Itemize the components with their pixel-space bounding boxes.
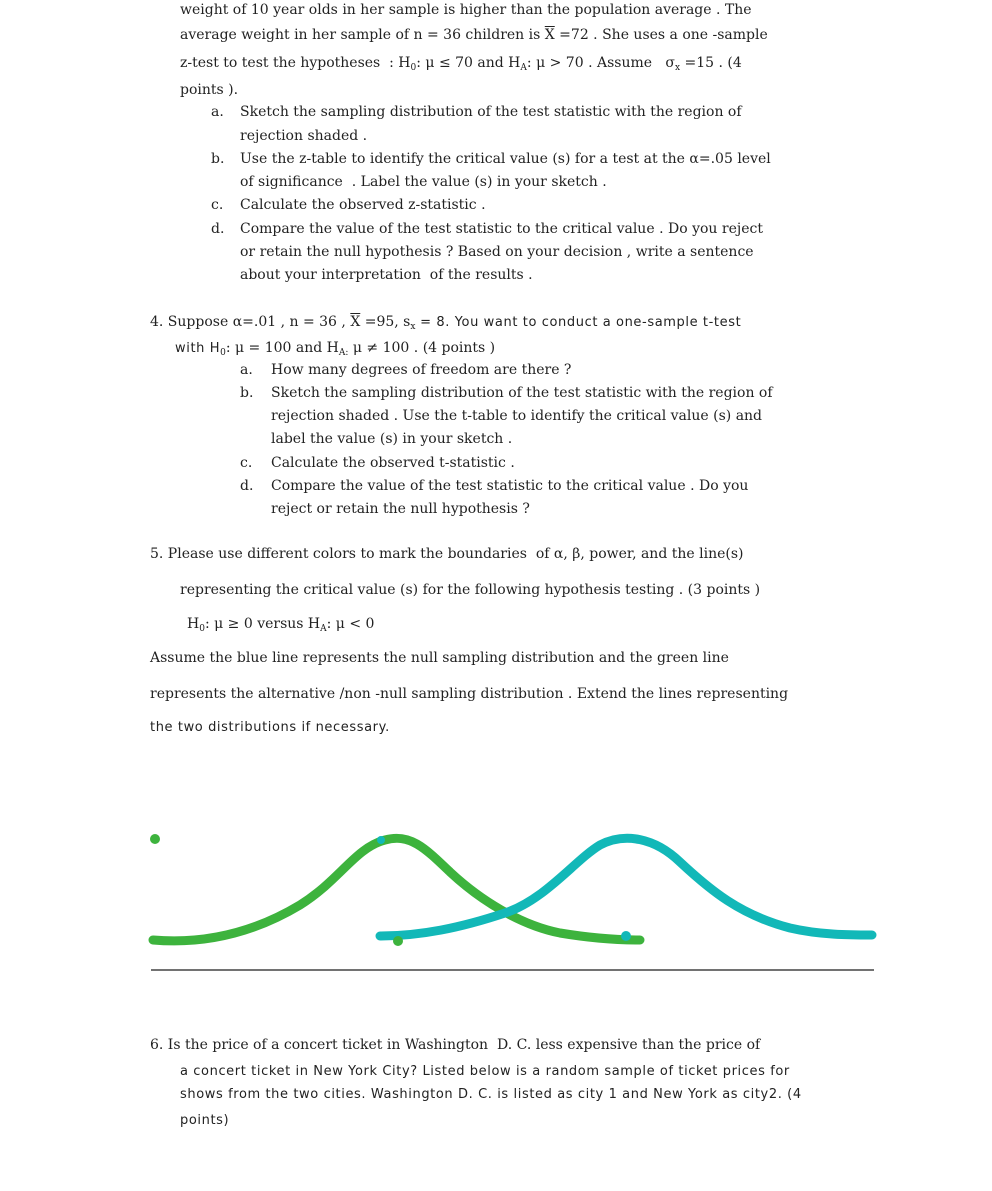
q3-part-d-line-1: Compare the value of the test statistic to the critical value . Do you reject [240, 221, 763, 237]
q3-part-b-letter: b. [211, 151, 225, 167]
null-dot [377, 836, 385, 844]
q5-line-5: represents the alternative /non -null sampling distribution . Extend the lines representing [150, 686, 789, 702]
q6-line-1: 6. Is the price of a concert ticket in Washington D. C. less expensive than the price of [150, 1037, 761, 1053]
x-bar-symbol: $\overline{X}$ [544, 27, 555, 43]
q5-line-1: 5. Please use different colors to mark the boundaries of α, β, power, and the line(s) [150, 546, 744, 562]
q4-part-b-line-1: Sketch the sampling distribution of the test statistic with the region of [271, 385, 773, 401]
q4-part-c-letter: c. [240, 455, 253, 471]
q3-part-b-line-1: Use the z-table to identify the critical value (s) for a test at the α=.05 level [240, 151, 771, 167]
q3-part-c-line-1: Calculate the observed z-statistic . [240, 197, 486, 213]
null-distribution-curve [380, 838, 872, 936]
q6-line-2: a concert ticket in New York City? Listed below is a random sample of ticket prices for [180, 1064, 790, 1079]
q4-part-d-letter: d. [240, 478, 254, 494]
q4-part-a-line-1: How many degrees of freedom are there ? [271, 362, 572, 378]
q3-part-d-line-3: about your interpretation of the results . [240, 267, 533, 283]
q4-part-d-line-1: Compare the value of the test statistic to the critical value . Do you [271, 478, 749, 494]
q4-part-b-line-3: label the value (s) in your sketch . [271, 431, 513, 447]
q5-line-2: representing the critical value (s) for the following hypothesis testing . (3 points ) [180, 582, 761, 598]
q4-part-a-letter: a. [240, 362, 253, 378]
q4-line-1: 4. Suppose α=.01 , n = 36 , $\overline{X} =95$, $s_x = 8$. You want to conduct a one-sample t-test [150, 314, 742, 332]
alt-dot [150, 834, 160, 844]
q3-line-2: average weight in her sample of n = 36 children is $\overline{X} =72$ . She uses a one -sample [180, 27, 768, 43]
q4-part-b-line-2: rejection shaded . Use the t-table to identify the critical value (s) and [271, 408, 763, 424]
q3-part-a-line-2: rejection shaded . [240, 128, 368, 144]
q3-line-4: points ). [180, 82, 239, 98]
q5-line-6: the two distributions if necessary. [150, 720, 390, 735]
q6-line-3: shows from the two cities. Washington D. C. is listed as city 1 and New York as city2. (4 [180, 1087, 802, 1102]
x-bar-symbol: $\overline{X}$ [350, 314, 361, 330]
q3-part-c-letter: c. [211, 197, 224, 213]
q4-part-c-line-1: Calculate the observed t-statistic . [271, 455, 515, 471]
alt-dot [393, 936, 403, 946]
q4-part-d-line-2: reject or retain the null hypothesis ? [271, 501, 530, 517]
q3-line-1: weight of 10 year olds in her sample is higher than the population average . The [180, 2, 752, 18]
q4-part-b-letter: b. [240, 385, 254, 401]
q3-line-3: z-test to test the hypotheses : $H_0$: μ ≤ 70 and $H_A$: μ > 70 . Assume $\sigma_x =15$ . (4 [180, 55, 742, 73]
q3-part-a-letter: a. [211, 104, 224, 120]
alternative-distribution-curve [153, 838, 640, 941]
q5-hypotheses: $H_0$: μ ≥ 0 versus $H_A$: μ < 0 [187, 616, 375, 634]
sigma-symbol: σ [665, 55, 675, 71]
q3-part-d-letter: d. [211, 221, 225, 237]
null-dot [621, 931, 631, 941]
q3-part-a-line-1: Sketch the sampling distribution of the test statistic with the region of [240, 104, 742, 120]
q5-line-4: Assume the blue line represents the null sampling distribution and the green line [150, 650, 729, 666]
q3-part-d-line-2: or retain the null hypothesis ? Based on your decision , write a sentence [240, 244, 754, 260]
q4-line-2: with $H_0$: μ = 100 and $H_{A:}$ μ ≠ 100 . (4 points ) [175, 340, 496, 358]
q3-part-b-line-2: of significance . Label the value (s) in your sketch . [240, 174, 607, 190]
q6-line-4: points) [180, 1113, 230, 1128]
